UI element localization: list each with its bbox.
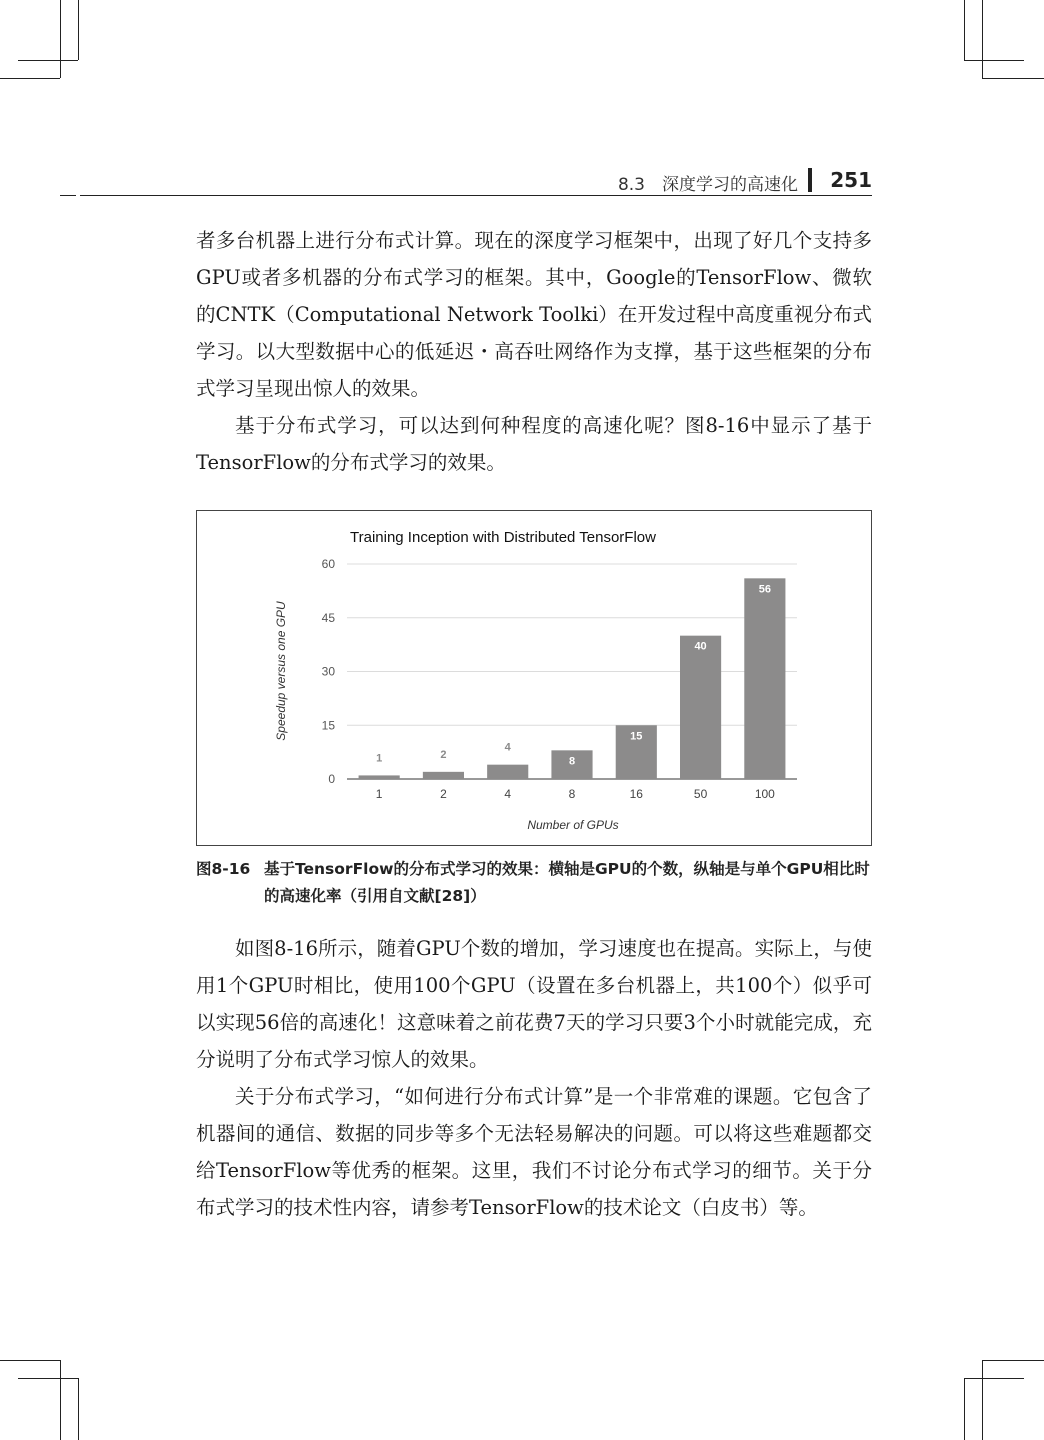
x-axis-label: Number of GPUs bbox=[527, 818, 619, 832]
paragraph: 者多台机器上进行分布式计算。现在的深度学习框架中，出现了好几个支持多GPU或者多机器的分布式学习的框架。其中，Google的TensorFlow、微软的CNTK（Computational Network Toolki）在开发过程中高度重视分布式学习。以大型数据中心的低延迟・高吞吐网络作为支撑，基于这些框架的分布式学习呈现出惊人的效果。 bbox=[196, 229, 872, 400]
paragraph: 如图8-16所示，随着GPU个数的增加，学习速度也在提高。实际上，与使用1个GPU时相比，使用100个GPU（设置在多台机器上，共100个）似乎可以实现56倍的高速化！这意味着之前花费7天的学习只要3个小时就能完成，充分说明了分布式学习惊人的效果。 bbox=[196, 937, 872, 1071]
page-number: 251 bbox=[830, 168, 872, 192]
data-label: 4 bbox=[504, 741, 511, 754]
paragraph: 关于分布式学习，“如何进行分布式计算”是一个非常难的课题。它包含了机器间的通信、数据的同步等多个无法轻易解决的问题。可以将这些难题都交给TensorFlow等优秀的框架。这里，我们不讨论分布式学习的细节。关于分布式学习的技术性内容，请参考TensorFlow的技术论文（白皮书）等。 bbox=[196, 1085, 872, 1219]
crop-mark bbox=[0, 1360, 60, 1361]
caption-number: 图8-16 bbox=[196, 860, 251, 878]
x-tick-label: 2 bbox=[440, 787, 447, 801]
section-title: 8.3 深度学习的高速化 bbox=[617, 175, 798, 195]
body-text-top bbox=[196, 222, 872, 481]
y-axis-label: Speedup versus one GPU bbox=[274, 601, 288, 741]
crop-mark bbox=[982, 78, 1044, 79]
caption-text: 基于TensorFlow的分布式学习的效果：横轴是GPU的个数，纵轴是与单个GPU相比时的高速化率（引用自文献[28]） bbox=[264, 860, 870, 905]
data-label: 2 bbox=[440, 748, 447, 761]
crop-mark bbox=[982, 1360, 1044, 1361]
crop-mark bbox=[60, 1360, 61, 1440]
crop-mark bbox=[18, 1378, 78, 1379]
crop-mark bbox=[964, 0, 965, 60]
crop-mark bbox=[78, 0, 79, 60]
y-tick-label: 45 bbox=[321, 610, 335, 625]
chart-title: Training Inception with Distributed TensorFlow bbox=[350, 529, 656, 546]
crop-mark bbox=[982, 1360, 983, 1440]
data-label: 8 bbox=[568, 755, 576, 768]
crop-mark bbox=[964, 1378, 965, 1440]
plot-area bbox=[322, 557, 797, 801]
bar bbox=[423, 772, 464, 779]
data-label: 15 bbox=[630, 730, 643, 743]
crop-mark bbox=[964, 1378, 1024, 1379]
crop-mark bbox=[982, 0, 983, 78]
paragraph: 基于分布式学习，可以达到何种程度的高速化呢？图8-16中显示了基于TensorFlow的分布式学习的效果。 bbox=[196, 414, 872, 474]
bar bbox=[680, 636, 721, 779]
crop-mark bbox=[78, 1378, 79, 1440]
running-header bbox=[560, 168, 872, 194]
bar-chart bbox=[197, 511, 873, 847]
data-label: 40 bbox=[694, 640, 707, 653]
y-tick-label: 60 bbox=[321, 557, 335, 571]
crop-mark bbox=[60, 0, 61, 78]
x-tick-label: 100 bbox=[754, 787, 775, 801]
x-tick-label: 4 bbox=[504, 787, 512, 801]
y-tick-label: 0 bbox=[328, 772, 335, 786]
data-label: 1 bbox=[376, 752, 383, 765]
bar bbox=[487, 765, 528, 779]
x-tick-label: 1 bbox=[375, 787, 383, 801]
crop-mark bbox=[0, 78, 60, 79]
crop-mark bbox=[964, 60, 1024, 61]
y-tick-label: 30 bbox=[321, 664, 335, 679]
body-text-bottom bbox=[196, 930, 872, 1226]
x-tick-label: 8 bbox=[568, 787, 576, 801]
y-tick-label: 15 bbox=[321, 718, 335, 733]
bar bbox=[359, 775, 400, 779]
header-rule-stub bbox=[60, 195, 76, 196]
crop-mark bbox=[18, 60, 78, 61]
x-tick-label: 16 bbox=[629, 787, 643, 801]
x-tick-label: 50 bbox=[693, 787, 708, 801]
header-bar bbox=[808, 168, 812, 192]
bar bbox=[744, 578, 785, 779]
header-rule bbox=[80, 195, 872, 196]
figure-8-16 bbox=[196, 510, 872, 846]
data-label: 56 bbox=[758, 583, 771, 596]
